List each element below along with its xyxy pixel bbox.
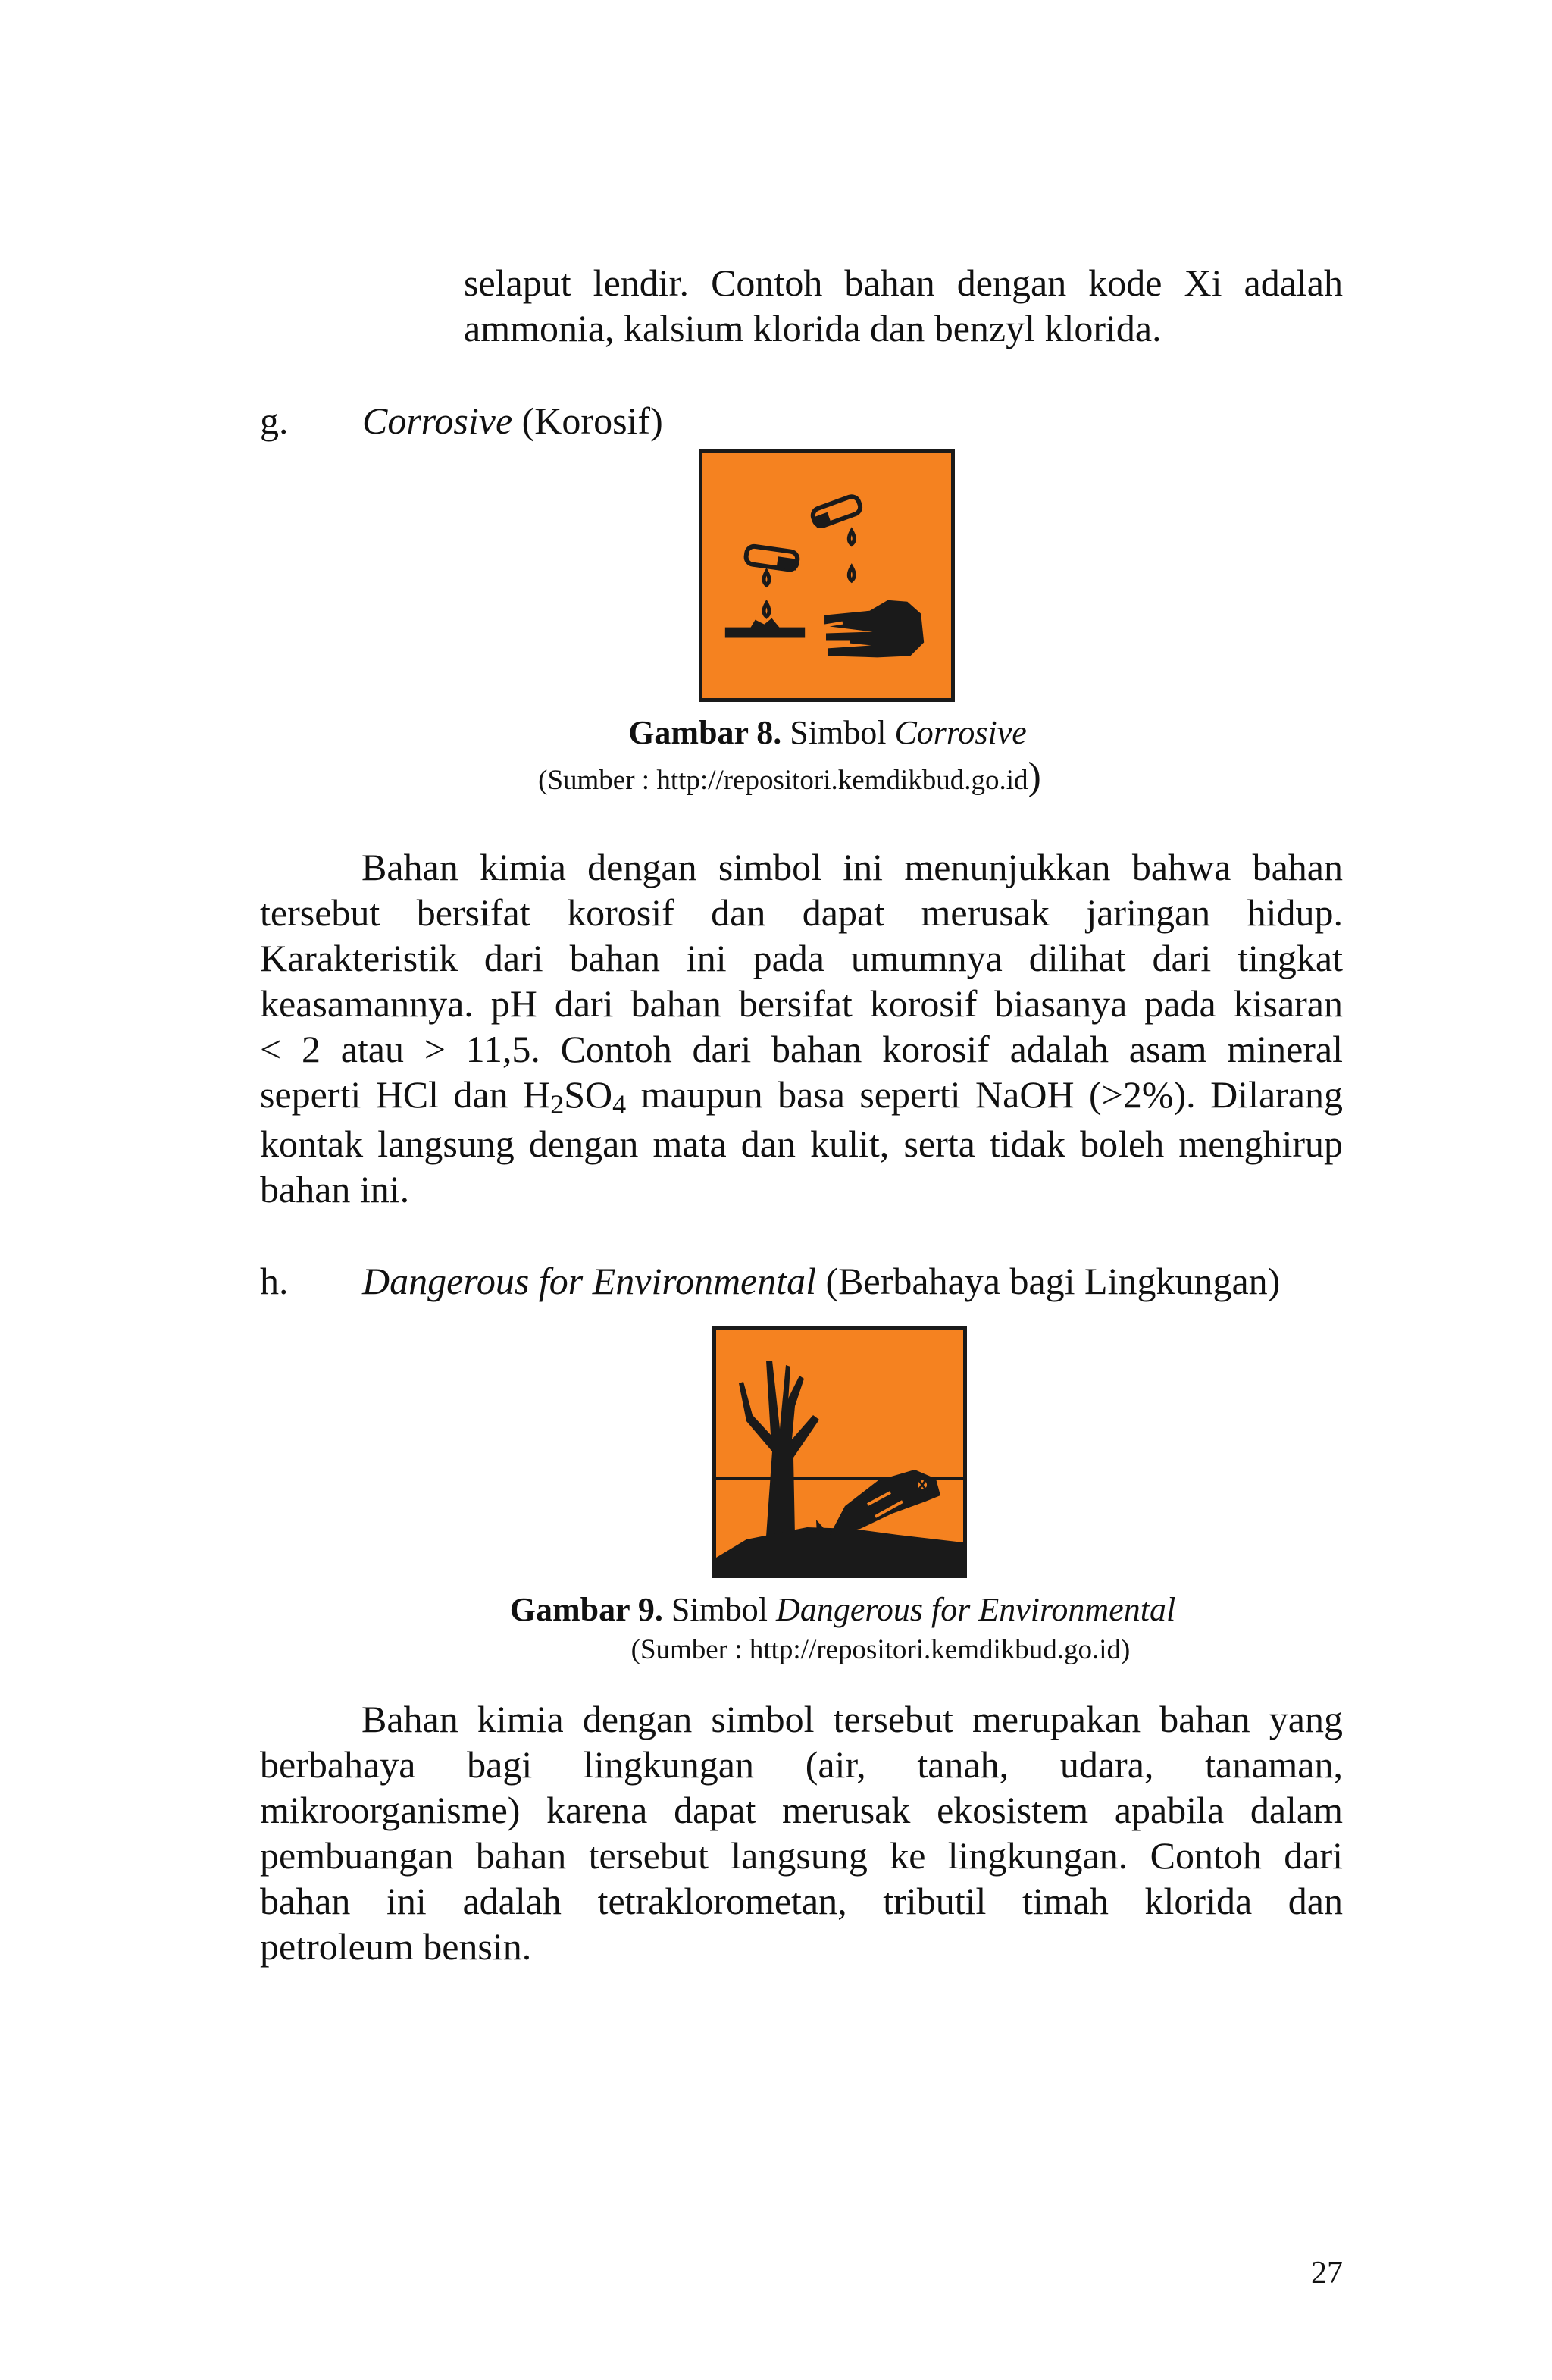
corrosive-line-6	[260, 1072, 1343, 1121]
corrosive-line-6-b: SO	[564, 1073, 613, 1116]
corrosive-line-5: < 2 atau > 11,5. Contoh dari bahan korosif adalah asam mineral	[260, 1028, 1343, 1070]
corrosive-line-7: kontak langsung dengan mata dan kulit, serta tidak boleh menghirup	[260, 1123, 1343, 1165]
corrosive-line-6-sub-2: 4	[612, 1089, 627, 1120]
section-g-title-rest: (Korosif)	[521, 399, 663, 442]
environment-line-2: berbahaya bagi lingkungan (air, tanah, udara, tanaman,	[260, 1743, 1343, 1786]
corrosive-line-1: Bahan kimia dengan simbol ini menunjukkan bahwa bahan	[361, 846, 1343, 888]
section-h-title-rest: (Berbahaya bagi Lingkungan)	[825, 1260, 1281, 1302]
figure-8-source-close: )	[1028, 755, 1041, 798]
figure-8-text: Simbol	[790, 714, 887, 751]
environment-line-3: mikroorganisme) karena dapat merusak ekosistem apabila dalam	[260, 1789, 1343, 1831]
figure-9-label: Gambar 9.	[509, 1591, 663, 1628]
figure-9-text: Simbol	[671, 1591, 768, 1628]
figure-9-caption	[464, 1590, 1222, 1630]
corrosive-line-6-a: seperti HCl dan H	[260, 1073, 551, 1116]
section-g-marker: g.	[260, 399, 289, 442]
corrosive-line-4: keasamannya. pH dari bahan bersifat korosif biasanya pada kisaran	[260, 982, 1343, 1025]
figure-8-caption	[449, 713, 1206, 753]
section-g-title-italic: Corrosive	[362, 399, 513, 442]
figure-8-label: Gambar 8.	[628, 714, 782, 751]
section-h-title	[362, 1258, 1280, 1304]
page-number: 27	[1311, 2256, 1343, 2291]
environment-line-1: Bahan kimia dengan simbol tersebut merupakan bahan yang	[361, 1698, 1343, 1740]
intro-line-1: selaput lendir. Contoh bahan dengan kode Xi adalah	[464, 261, 1343, 304]
environment-symbol-icon	[712, 1326, 967, 1578]
corrosive-paragraph	[260, 844, 1343, 1212]
figure-8-source-text: (Sumber : http://repositori.kemdikbud.go.id	[538, 765, 1028, 796]
environment-pictogram	[716, 1330, 963, 1574]
corrosive-line-3: Karakteristik dari bahan ini pada umumnya dilihat dari tingkat	[260, 937, 1343, 979]
section-g-title	[362, 398, 663, 443]
figure-9-source: (Sumber : http://repositori.kemdikbud.go.id)	[630, 1634, 1131, 1665]
figure-8-source	[411, 755, 1169, 798]
environment-last-line: petroleum bensin.	[260, 1925, 532, 1968]
section-h-marker: h.	[260, 1260, 289, 1302]
environment-line-5: bahan ini adalah tetraklorometan, tributil timah klorida dan	[260, 1880, 1343, 1922]
corrosive-line-2: tersebut bersifat korosif dan dapat merusak jaringan hidup.	[260, 891, 1343, 934]
corrosive-symbol-icon	[699, 449, 955, 702]
corrosive-line-6-c: maupun basa seperti NaOH (>2%). Dilarang	[626, 1073, 1343, 1116]
corrosive-line-8: bahan ini.	[260, 1168, 410, 1210]
corrosive-line-6-sub-1: 2	[550, 1089, 565, 1120]
corrosive-pictogram	[702, 453, 951, 698]
figure-9-italic: Dangerous for Environmental	[776, 1591, 1176, 1628]
intro-line-2: ammonia, kalsium klorida dan benzyl klorida.	[464, 307, 1162, 349]
environment-line-4: pembuangan bahan tersebut langsung ke lingkungan. Contoh dari	[260, 1834, 1343, 1877]
figure-8-italic: Corrosive	[894, 714, 1027, 751]
section-h-title-italic: Dangerous for Environmental	[362, 1260, 817, 1302]
environment-paragraph	[260, 1696, 1343, 1969]
